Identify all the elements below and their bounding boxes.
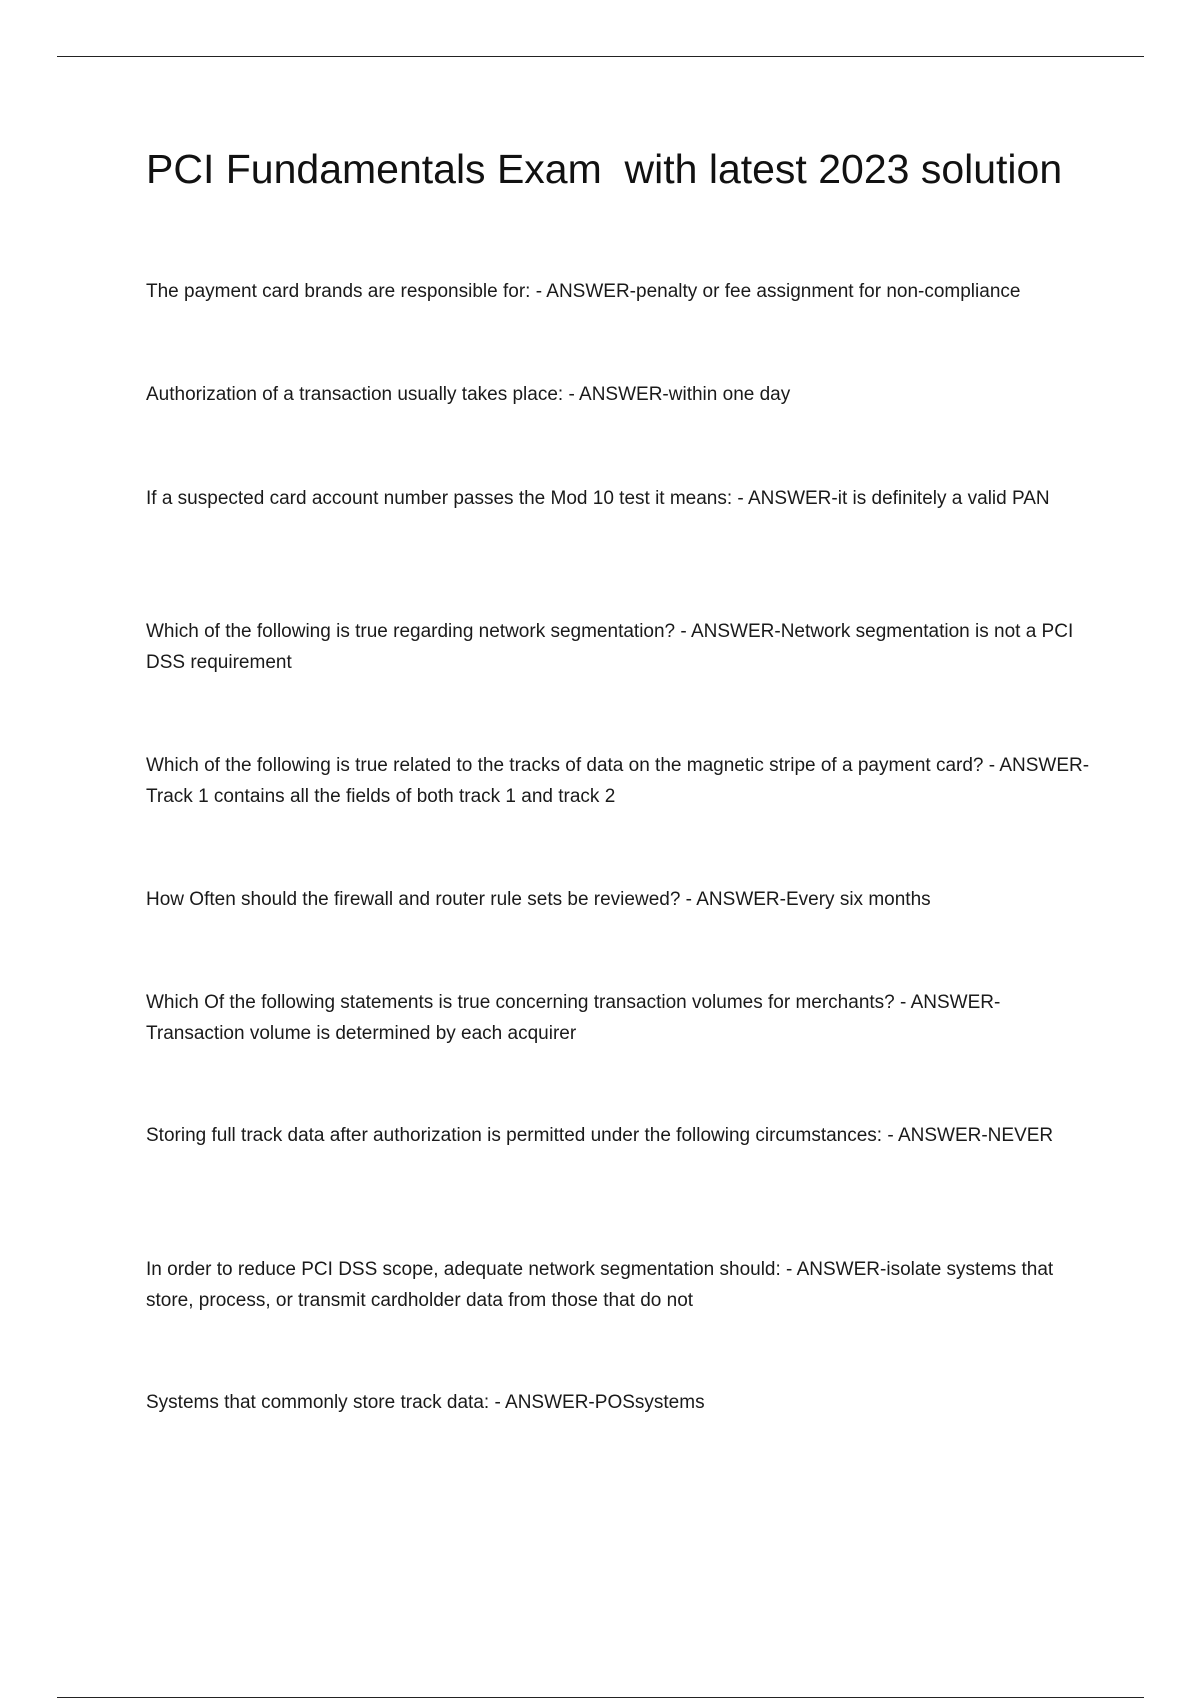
separator: -: [489, 1392, 506, 1413]
separator: -: [675, 621, 691, 642]
answer-prefix: ANSWER-: [796, 1259, 887, 1280]
separator: -: [530, 281, 547, 302]
answer-text: isolate systems that store, process, or transmit cardholder data from those that do not: [146, 1259, 1054, 1311]
qa-item-1: [146, 276, 1096, 307]
answer-prefix: ANSWER-: [579, 384, 669, 405]
answer-text: NEVER: [987, 1125, 1054, 1146]
answer-prefix: ANSWER-: [696, 889, 786, 910]
answer-prefix: ANSWER-: [690, 621, 781, 642]
answer-text: Transaction volume is determined by each acquirer: [146, 1023, 577, 1044]
answer-text: Track 1 contains all the fields of both track 1 and track 2: [146, 786, 616, 807]
separator: -: [894, 992, 911, 1013]
question-text: How Often should the firewall and router rule sets be reviewed?: [146, 889, 681, 910]
qa-item-2: [146, 379, 1096, 410]
question-text: Which of the following is true regarding network segmentation?: [146, 621, 676, 642]
answer-text: penalty or fee assignment for non-compliance: [636, 281, 1021, 302]
answer-text: POSsystems: [594, 1392, 705, 1413]
separator: -: [882, 1125, 898, 1146]
bottom-rule: [57, 1697, 1144, 1698]
answer-prefix: ANSWER-: [910, 992, 1001, 1013]
question-text: In order to reduce PCI DSS scope, adequate network segmentation should:: [146, 1259, 781, 1280]
separator: -: [780, 1259, 797, 1280]
qa-item-8: [146, 1120, 1096, 1151]
question-text: The payment card brands are responsible for:: [146, 281, 531, 302]
qa-item-4: [146, 616, 1096, 678]
answer-prefix: ANSWER-: [546, 281, 637, 302]
question-text: Which of the following is true related to the tracks of data on the magnetic stripe of a payment card?: [146, 755, 984, 776]
separator: -: [983, 755, 1000, 776]
qa-item-5: [146, 750, 1096, 812]
question-text: Systems that commonly store track data:: [146, 1392, 490, 1413]
qa-item-6: [146, 884, 1096, 915]
answer-prefix: ANSWER-: [999, 755, 1090, 776]
separator: -: [732, 488, 748, 509]
answer-prefix: ANSWER-: [897, 1125, 988, 1146]
qa-item-7: [146, 987, 1096, 1049]
top-rule: [57, 56, 1144, 57]
qa-item-9: [146, 1254, 1096, 1316]
separator: -: [563, 384, 580, 405]
question-text: Authorization of a transaction usually takes place:: [146, 384, 564, 405]
qa-item-10: [146, 1387, 1096, 1418]
question-text: If a suspected card account number passes the Mod 10 test it means:: [146, 488, 733, 509]
qa-item-3: [146, 483, 1096, 514]
page-title: PCI Fundamentals Exam with latest 2023 solution: [146, 146, 1063, 192]
separator: -: [680, 889, 697, 910]
answer-prefix: ANSWER-: [748, 488, 838, 509]
answer-prefix: ANSWER-: [505, 1392, 595, 1413]
answer-text: Network segmentation is not a PCI DSS requirement: [146, 621, 1074, 673]
question-text: Which Of the following statements is true concerning transaction volumes for merchants?: [146, 992, 895, 1013]
answer-text: Every six months: [785, 889, 931, 910]
answer-text: it is definitely a valid PAN: [837, 488, 1050, 509]
question-text: Storing full track data after authorization is permitted under the following circumstances:: [146, 1125, 883, 1146]
answer-text: within one day: [668, 384, 791, 405]
